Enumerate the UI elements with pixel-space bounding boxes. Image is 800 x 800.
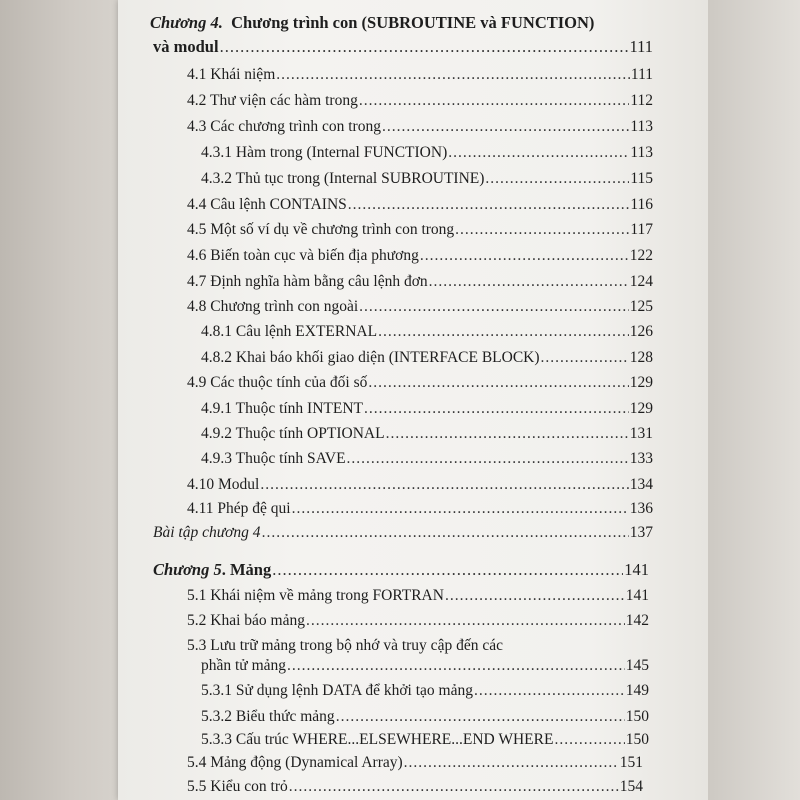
toc-entry-label: 4.3 Các chương trình con trong: [187, 118, 381, 135]
leader-dots: [347, 448, 629, 470]
toc-entry: [187, 90, 653, 112]
toc-entry: [187, 610, 649, 632]
leader-dots: [272, 559, 623, 581]
leader-dots: [348, 194, 630, 216]
toc-entry: [187, 752, 643, 774]
toc-entry-label: 5.3.1 Sử dụng lệnh DATA để khởi tạo mảng: [201, 682, 473, 699]
toc-entry-label: 4.9.2 Thuộc tính OPTIONAL: [201, 425, 385, 442]
toc-entry-page: 116: [630, 196, 653, 213]
toc-entry-page: 151: [619, 754, 643, 771]
leader-dots: [554, 729, 624, 751]
toc-entry: [201, 423, 653, 445]
toc-entry: [187, 372, 653, 394]
toc-entry-page: 145: [625, 657, 649, 674]
toc-entry-label: 4.5 Một số ví dụ về chương trình con trong: [187, 221, 455, 238]
chapter-4-exercises: [153, 522, 653, 544]
toc-entry: [201, 729, 649, 751]
leader-dots: [292, 498, 629, 520]
toc-entry-label: 5.3 Lưu trữ mảng trong bộ nhớ và truy cập đến các: [187, 637, 503, 654]
toc-entry-label: 4.9.3 Thuộc tính SAVE: [201, 450, 346, 467]
toc-entry: [187, 585, 649, 607]
toc-entry-label: 5.2 Khai báo mảng: [187, 612, 305, 629]
toc-entry-label: 4.10 Modul: [187, 476, 260, 493]
toc-entry: [187, 64, 653, 86]
leader-dots: [306, 610, 625, 632]
chapter-4-prefix: Chương 4.: [150, 13, 223, 32]
toc-entry-label: 4.8.2 Khai báo khối giao diện (INTERFACE BLOCK): [201, 349, 540, 366]
toc-entry-page: 131: [629, 425, 653, 442]
toc-entry-page: 134: [629, 476, 653, 493]
toc-entry-page: 115: [630, 170, 653, 187]
toc-entry-label: 4.1 Khái niệm: [187, 66, 276, 83]
toc-entry: [201, 398, 653, 420]
toc-entry-page: 136: [629, 500, 653, 517]
toc-entry-label: 4.11 Phép đệ qui: [187, 500, 291, 517]
toc-entry-wrapped-line: [187, 635, 503, 657]
leader-dots: [386, 423, 629, 445]
toc-entry-page: 128: [629, 349, 653, 366]
chapter-4-title-line1: Chương trình con (SUBROUTINE và FUNCTION): [231, 13, 595, 32]
toc-entry: [187, 219, 653, 241]
chapter-5-heading: [153, 559, 649, 581]
toc-entry: [187, 194, 653, 216]
toc-entry-label: 4.3.1 Hàm trong (Internal FUNCTION): [201, 144, 448, 161]
toc-entry-page: 124: [629, 273, 653, 290]
toc-entry-label: 4.8 Chương trình con ngoài: [187, 298, 359, 315]
toc-entry-page: 122: [629, 247, 653, 264]
toc-entry: [201, 168, 653, 190]
toc-entry-page: 113: [630, 144, 653, 161]
toc-entry-label: 4.7 Định nghĩa hàm bằng câu lệnh đơn: [187, 273, 428, 290]
toc-entry-label: 5.1 Khái niệm về mảng trong FORTRAN: [187, 587, 444, 604]
chapter-5-prefix: Chương 5: [153, 560, 222, 579]
leader-dots: [485, 168, 629, 190]
toc-entry-label: 5.5 Kiểu con trỏ: [187, 778, 288, 795]
toc-entry-label: 5.4 Mảng động (Dynamical Array): [187, 754, 403, 771]
leader-dots: [336, 706, 625, 728]
toc-entry-page: 117: [630, 221, 653, 238]
toc-entry: [187, 474, 653, 496]
leader-dots: [448, 142, 629, 164]
leader-dots: [262, 522, 629, 544]
toc-entry-page: 150: [625, 731, 649, 748]
toc-entry: [201, 142, 653, 164]
toc-entry: [201, 347, 653, 369]
toc-entry-label: 5.3.3 Cấu trúc WHERE...ELSEWHERE...END WHERE: [201, 731, 554, 748]
exercise-page: 137: [629, 524, 653, 541]
leader-dots: [420, 245, 629, 267]
toc-entry-label: phần tử mảng: [201, 657, 287, 674]
toc-entry: [187, 296, 653, 318]
leader-dots: [220, 36, 629, 58]
toc-entry-page: 112: [630, 92, 653, 109]
toc-entry-page: 133: [629, 450, 653, 467]
right-page-edge: [708, 0, 800, 800]
chapter-4-title-line: [153, 36, 653, 58]
toc-entry-page: 150: [625, 708, 649, 725]
leader-dots: [260, 474, 628, 496]
toc-entry-label: 4.6 Biến toàn cục và biến địa phương: [187, 247, 419, 264]
toc-entry-page: 113: [630, 118, 653, 135]
toc-entry-label: 4.2 Thư viện các hàm trong: [187, 92, 358, 109]
chapter-4-page: 111: [629, 37, 653, 56]
leader-dots: [429, 271, 629, 293]
toc-entry: [201, 680, 649, 702]
toc-entry-label: 4.8.1 Câu lệnh EXTERNAL: [201, 323, 378, 340]
chapter-4-title-line2: và modul: [153, 37, 219, 56]
toc-entry: [201, 321, 653, 343]
toc-entry: [187, 116, 653, 138]
toc-entry-label: 4.4 Câu lệnh CONTAINS: [187, 196, 347, 213]
toc-entry-page: 154: [619, 778, 643, 795]
leader-dots: [455, 219, 629, 241]
leader-dots: [364, 398, 629, 420]
toc-entry-page: 126: [629, 323, 653, 340]
leader-dots: [382, 116, 629, 138]
leader-dots: [359, 90, 629, 112]
toc-entry: [187, 245, 653, 267]
toc-entry-page: 129: [629, 400, 653, 417]
toc-entry: [201, 448, 653, 470]
toc-entry: [187, 498, 653, 520]
toc-entry-label: 4.3.2 Thủ tục trong (Internal SUBROUTINE): [201, 170, 485, 187]
leader-dots: [289, 776, 619, 798]
leader-dots: [445, 585, 625, 607]
leader-dots: [378, 321, 629, 343]
toc-entry: [201, 655, 649, 677]
leader-dots: [276, 64, 630, 86]
toc-entry-label: 4.9.1 Thuộc tính INTENT: [201, 400, 364, 417]
toc-entry-page: 149: [625, 682, 649, 699]
leader-dots: [404, 752, 619, 774]
leader-dots: [368, 372, 628, 394]
toc-entry-label: 4.9 Các thuộc tính của đối số: [187, 374, 368, 391]
chapter-5-title: . Mảng: [221, 560, 272, 579]
left-page-edge: [0, 0, 118, 800]
toc-entry-page: 142: [625, 612, 649, 629]
toc-entry-page: 141: [625, 587, 649, 604]
chapter-4-heading: [150, 12, 594, 34]
toc-entry-page: 125: [629, 298, 653, 315]
toc-entry-label: 5.3.2 Biểu thức mảng: [201, 708, 335, 725]
exercise-label: Bài tập chương 4: [153, 524, 261, 541]
leader-dots: [541, 347, 629, 369]
toc-entry: [187, 271, 653, 293]
leader-dots: [287, 655, 625, 677]
toc-entry: [201, 706, 649, 728]
toc-entry: [187, 776, 643, 798]
chapter-5-page: 141: [624, 560, 649, 579]
toc-entry-page: 111: [630, 66, 653, 83]
leader-dots: [359, 296, 629, 318]
toc-entry-page: 129: [629, 374, 653, 391]
leader-dots: [474, 680, 625, 702]
